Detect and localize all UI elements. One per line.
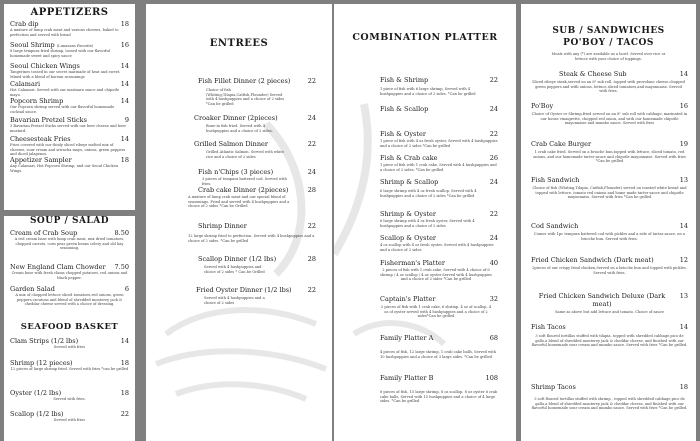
menu-item bbox=[531, 70, 688, 94]
item-name: Fisherman's Platter bbox=[380, 259, 445, 267]
item-name: Steak & Cheese Sub bbox=[559, 70, 627, 78]
item-name: Fish & Oyster bbox=[380, 130, 426, 138]
item-name: Seoul Shrimp bbox=[10, 41, 55, 49]
item-name: Shrimp Dinner bbox=[198, 222, 247, 230]
item-desc: Our Popcorn shrimp served with our flavorful homemade cocktail sauce. bbox=[10, 105, 115, 114]
item-desc: Served with 4 hushpuppies and a choice of 2 sides bbox=[204, 296, 265, 305]
item-name: Seoul Chicken Wings bbox=[10, 62, 80, 70]
item-desc: Served with 4 hushpuppies and choice of 2 sides * Can be Grilled bbox=[204, 265, 265, 274]
item-desc: 3 pieces of tempura battered cod. Served with fries. bbox=[202, 177, 287, 186]
item-price: 24 bbox=[489, 234, 498, 242]
menu-item bbox=[380, 105, 498, 113]
item-name: Cream of Crab Soup bbox=[10, 229, 78, 237]
item-price: 22 bbox=[489, 76, 498, 84]
menu-item bbox=[380, 234, 498, 252]
item-price: 22 bbox=[489, 210, 498, 218]
item-name: Fish & Scallop bbox=[380, 105, 429, 113]
item-name: Cod Sandwich bbox=[531, 222, 579, 230]
menu-item bbox=[380, 334, 498, 359]
item-desc: 4 pieces of fish, 12 large shrimp, 1 crab cake balls, Served with 10 hushpuppies and a choice of 3 large sides. *Can be grilled bbox=[380, 350, 497, 359]
item-price: 14 bbox=[120, 337, 129, 345]
item-desc: Cream base with fresh clams chopped potatoes, red onions and black pepper. bbox=[11, 271, 128, 280]
item-name: Croaker Dinner (2pieces) bbox=[194, 114, 278, 122]
menu-item bbox=[531, 323, 688, 348]
item-name: Shrimp & Scallop bbox=[380, 178, 439, 186]
item-price: 19 bbox=[679, 140, 688, 148]
item-desc: 6 large shrimp with 4 oz fresh scallop, Served with 4 hushpuppies and a choice of 2 sides *Can be grilled bbox=[380, 189, 477, 198]
menu-item bbox=[380, 76, 498, 96]
item-desc: Hot Calamari. Served with our marinara sauce and chipotle mayo. bbox=[10, 88, 120, 97]
item-name: Fish Sandwich bbox=[531, 176, 580, 184]
item-desc: A mix of chopped lettuce sliced tomatoes,red onions, green peppers,croutons and blend of shredded monterey jack & cheddar cheese served with a choice of dressing. bbox=[15, 293, 124, 307]
item-name: Captain's Platter bbox=[380, 295, 436, 303]
item-price: 9 bbox=[124, 116, 129, 124]
item-price: 14 bbox=[120, 62, 129, 70]
item-desc: Bone-in fish fried. Served with 4 hushpuppies and a choice of 2 sides. bbox=[206, 124, 273, 133]
item-name: Cheesesteak Fries bbox=[10, 135, 71, 143]
item-desc: 1 piece of fish with 4 oz fresh oyster, Served with 4 hushpuppies and a choice of 2 sides *Can be grilled bbox=[380, 139, 498, 148]
item-price: 14 bbox=[679, 323, 688, 331]
item-name: Shrimp & Oyster bbox=[380, 210, 436, 218]
item-desc: 12 pieces of large shrimp fried. Served with fries *can be grilled bbox=[10, 367, 129, 371]
item-name: Fried Oyster Dinner (1/2 lbs) bbox=[196, 286, 292, 294]
item-desc: 1 piece of fish with 1 crab cake, Served with 4 hushpuppies and a choice of 2 sides. *Can be grilled bbox=[380, 163, 497, 172]
item-desc: Choice of Oyster or Shrimp,fried served on an 8" sub roll with cabbage, marinated in our house vinaigrette, chopped red onion, and with our homemade chipotle mayonnaise and mumbo sauce. Served with fries bbox=[531, 112, 688, 126]
menu-item bbox=[380, 259, 498, 282]
item-name: Shrimp (12 pieces) bbox=[10, 359, 73, 367]
item-name: Scallop Dinner (1/2 lbs) bbox=[198, 255, 277, 263]
item-desc: Served with fries bbox=[53, 418, 86, 422]
menu-item bbox=[10, 62, 129, 79]
item-price: 108 bbox=[485, 374, 498, 382]
item-name: New England Clam Chowder bbox=[10, 263, 106, 271]
soup-title: SOUP / SALAD bbox=[29, 216, 110, 226]
menu-item bbox=[10, 410, 129, 423]
menu-item bbox=[198, 77, 316, 107]
item-price: 14 bbox=[679, 222, 688, 230]
menu-item bbox=[188, 222, 316, 243]
item-desc: Fries covered with our thinly sliced ribeye melted mix of cheeses, sour cream and sriracha mayo, onions, green peppers and diced jalapenos. bbox=[10, 143, 126, 157]
item-price: 24 bbox=[307, 168, 316, 176]
menu-item bbox=[10, 285, 129, 307]
menu-item bbox=[380, 210, 498, 228]
item-desc: 1 crab cake fried. Served on a brioche bun,topped with lettuce, sliced tomato, red onions, and our homemade tarter sauce and chipotle mayonnaise. Served with fries *Can be grilled bbox=[533, 150, 686, 164]
item-price: 14 bbox=[120, 97, 129, 105]
item-name: Scallop (1/2 lbs) bbox=[10, 410, 64, 418]
appetizers-title: APPETIZERS bbox=[30, 7, 109, 18]
menu-item bbox=[531, 383, 688, 411]
item-price: 18 bbox=[679, 383, 688, 391]
item-name: Appetizer Sampler bbox=[10, 156, 72, 164]
item-desc: 2 pieces of fish with 1 crab cake, 6 shrimp, 4 oz of scallop, 4 oz of oyster served with 4 hushpuppies and a choice of 2 sides*Can be grilled bbox=[380, 305, 492, 319]
item-price: 14 bbox=[120, 135, 129, 143]
menu-item bbox=[380, 130, 498, 148]
menu-item bbox=[10, 135, 129, 157]
item-desc: 2pieces of our crispy fried chicken,Served on a brioche bun and topped with pickles. Served with fries. bbox=[532, 266, 687, 275]
item-desc: 4 oz scallop with 4 oz fresh oyster, Served with 4 hushpuppies and a choice of 2 sides bbox=[380, 243, 494, 252]
item-price: 26 bbox=[489, 154, 498, 162]
item-price: 18 bbox=[120, 20, 129, 28]
item-name: Oyster (1/2 lbs) bbox=[10, 389, 62, 397]
menu-item bbox=[531, 222, 688, 241]
item-price: 18 bbox=[120, 389, 129, 397]
combo-title: COMBINATION PLATTER bbox=[352, 32, 498, 43]
item-price: 28 bbox=[307, 255, 316, 263]
item-desc: Grilled Atlantic Salmon. Served with white rice and a choice of 2 sides bbox=[206, 150, 285, 159]
item-desc: A red cream base with lump crab meat, mix dried tomatoes, chopped carrots, corn peas green beans celery and old bay seasoning. bbox=[14, 237, 125, 251]
item-price: 22 bbox=[120, 410, 129, 418]
subs-panel bbox=[521, 4, 696, 441]
subs-title-line2: PO'BOY / TACOS bbox=[563, 38, 654, 48]
item-price: 18 bbox=[120, 359, 129, 367]
item-name: Fish Fillet Dinner (2 pieces) bbox=[198, 77, 291, 85]
item-desc: Sliced ribeye steak,served on an 8" sub roll, topped with provolone cheese,chopped green peppers and with onions, lettuce,sliced tomatoes,and mayonnaise. Served with fries. bbox=[532, 80, 685, 94]
item-name: Fish Tacos bbox=[531, 323, 566, 331]
item-name: Fried Chicken Sandwich (Dark meat) bbox=[531, 256, 654, 264]
menu-item bbox=[531, 256, 688, 275]
item-price: 28 bbox=[307, 186, 316, 194]
item-desc: 8 pieces of fish, 15 large shrimp, 8 oz scallop, 8 oz oyster 6 crab cake balls, Served with 15 hushpuppies and a choice of 4 large sides. *Can be grilled bbox=[380, 390, 498, 404]
menu-item bbox=[10, 337, 129, 350]
item-desc: Tangerines tossed in our secret marinade of heat and sweet. Mixed with a blend of korean seasonings bbox=[10, 70, 121, 79]
menu-item bbox=[10, 20, 129, 37]
item-name: Fish & Crab cake bbox=[380, 154, 438, 162]
menu-item bbox=[10, 80, 129, 97]
menu-item bbox=[198, 168, 316, 186]
menu-item bbox=[194, 114, 316, 133]
menu-item bbox=[196, 286, 316, 305]
item-price: 8.50 bbox=[114, 229, 129, 237]
item-desc: 8 large tempura fried shrimp, tossed with our flavorful homemade sweet and spicy sauce bbox=[10, 49, 110, 58]
item-price: 7.50 bbox=[114, 263, 129, 271]
menu-item bbox=[10, 263, 129, 280]
basket-title: SEAFOOD BASKET bbox=[20, 322, 119, 332]
item-desc: Served with fries. bbox=[53, 397, 86, 401]
item-name: Family Platter A bbox=[380, 334, 434, 342]
item-desc: 3 soft floured tortillas stuffed with tilapia, topped with shredded cabbage,pico de gallo,a blend of shredded monterey jack & cheddar cheese, and finished with our flavorful homemade sour cream and mumbo sauce. Served with fries *Can be grilled. bbox=[531, 334, 688, 348]
item-price: 13 bbox=[679, 176, 688, 184]
item-name: Po'Boy bbox=[531, 102, 554, 110]
menu-item bbox=[531, 140, 688, 164]
menu-item bbox=[531, 292, 688, 315]
item-price: 22 bbox=[307, 286, 316, 294]
item-price: 22 bbox=[307, 222, 316, 230]
item-price: 40 bbox=[489, 259, 498, 267]
item-price: 16 bbox=[679, 102, 688, 110]
item-name: Shrimp Tacos bbox=[531, 383, 576, 391]
subs-intro: Meals with any (*) are available as a bowl. Served over rice or lettuce with your choice of toppings. bbox=[551, 52, 666, 61]
item-name: Family Platter B bbox=[380, 374, 434, 382]
item-desc: 3 Bavarian Pretzel Sticks served with our beer cheese and beer mustard. bbox=[10, 124, 127, 133]
item-price: 32 bbox=[489, 295, 498, 303]
item-desc: Any Calamari, Hot Popcorn Shrimp, and our Seoul Chicken Wings. bbox=[10, 164, 119, 173]
item-name: Calamari bbox=[10, 80, 41, 88]
soup-basket-panel bbox=[4, 216, 135, 441]
menu-item bbox=[10, 41, 129, 58]
item-desc: 3 soft floured tortillas stuffed with shrimp , topped with shredded cabbage,pico de gallo,a blend of shredded monterey jack & cheddar cheese, and finished with our flavorful homemade sour cream and mumbo sauce. Served with fries *Can be grilled. bbox=[531, 397, 688, 411]
menu-item bbox=[188, 186, 316, 209]
item-name: Fish & Shrimp bbox=[380, 76, 429, 84]
item-price: 68 bbox=[489, 334, 498, 342]
item-desc: A mixture of lump crab meat and various cheeses, baked to perfection and served with bread bbox=[10, 28, 119, 37]
menu-item bbox=[380, 374, 498, 404]
menu-item bbox=[10, 116, 129, 133]
item-name: Crab dip bbox=[10, 20, 39, 28]
item-name: Grilled Salmon Dinner bbox=[194, 140, 268, 148]
item-name: Crab cake Dinner (2pieces) bbox=[198, 186, 289, 194]
item-price: 24 bbox=[489, 178, 498, 186]
item-desc: 12 large shrimp fried to perfection. Served with 4 hushpuppies and a choice of 2 sides. *Can be grilled bbox=[188, 234, 315, 243]
subs-title-line1: SUB / SANDWICHES bbox=[552, 26, 665, 36]
menu-item bbox=[10, 156, 129, 173]
item-name: Fish n'Chips (3 pieces) bbox=[198, 168, 274, 176]
appetizers-panel bbox=[4, 4, 135, 210]
item-price: 22 bbox=[489, 130, 498, 138]
item-price: 12 bbox=[679, 256, 688, 264]
item-name: Clam Strips (1/2 lbs) bbox=[10, 337, 79, 345]
item-desc: Choice of fish (Whiting,Tilapia,Catfish,Flounder) Served with 4 hushpuppies and a choice of 2 sides *Can be grilled bbox=[206, 88, 285, 107]
item-desc: 1 piece of fish with 6 large shrimp, Served with 4 hushpuppies and a choice of 2 sides. *Can be grilled bbox=[380, 87, 476, 96]
entrees-title: ENTREES bbox=[209, 38, 269, 49]
item-desc: 6 large shrimp with 4 oz fresh oyster, Served with 4 hushpuppies and a choice of 2 sides bbox=[380, 219, 475, 228]
menu-item bbox=[531, 176, 688, 200]
item-price: 16 bbox=[120, 41, 129, 49]
item-price: 24 bbox=[489, 105, 498, 113]
item-price: 13 bbox=[679, 292, 688, 300]
menu-item bbox=[10, 389, 129, 402]
item-desc: 2 pieces of fish with 1 crab cake, Served with 4 choice of 6 shrimp / 4 oz scallop / 4 oz oyster Served with 4 hushpuppies and a choice of 2 sides *Can be grilled bbox=[380, 268, 492, 282]
menu-item bbox=[531, 102, 688, 126]
menu-item bbox=[10, 97, 129, 114]
item-price: 22 bbox=[307, 140, 316, 148]
item-price: 14 bbox=[679, 70, 688, 78]
item-price: 6 bbox=[124, 285, 129, 293]
item-price: 14 bbox=[120, 80, 129, 88]
entrees-panel bbox=[146, 4, 332, 441]
item-price: 24 bbox=[307, 114, 316, 122]
menu-item bbox=[10, 229, 129, 251]
item-name: Popcorn Shrimp bbox=[10, 97, 64, 105]
item-name: Crab Cake Burger bbox=[531, 140, 592, 148]
item-name: Garden Salad bbox=[10, 285, 55, 293]
item-desc: Same as above but add lettuce and tomato. Choice of sauce bbox=[555, 310, 664, 314]
menu-item bbox=[198, 255, 316, 274]
menu-item bbox=[380, 178, 498, 198]
item-price: 22 bbox=[307, 77, 316, 85]
item-name: Fried Chicken Sandwich Deluxe (Dark meat) bbox=[538, 292, 666, 308]
combo-panel bbox=[334, 4, 516, 441]
item-note: (Lunaeans Favorite) bbox=[56, 44, 94, 48]
item-price: 18 bbox=[120, 156, 129, 164]
menu-item bbox=[380, 295, 498, 319]
menu-item bbox=[380, 154, 498, 172]
item-desc: Comes with 1pc tempura battered cod with pickles and a side of tartar sauce, on a brioche bun. Served with fries. bbox=[534, 232, 685, 241]
item-desc: Choice of fish (Whiting,Tilapia, Catfish,Flounder) served on toasted white bread and topped with lettuce, tomato red onions and home made tarter sauce and chipotle mayonnaise. Served with fries *Can be grilled bbox=[532, 186, 687, 200]
item-name: Scallop & Oyster bbox=[380, 234, 437, 242]
item-name: Bavarian Pretzel Sticks bbox=[10, 116, 87, 124]
menu-item bbox=[10, 359, 129, 372]
menu-item bbox=[194, 140, 316, 159]
item-desc: Served with fries bbox=[53, 345, 86, 349]
item-desc: A mixture of lump crab meat and our special blend of seasonings. Fried and served with 4 hushpuppies and a choice of 2 sides *Can be Grilled bbox=[188, 195, 290, 209]
